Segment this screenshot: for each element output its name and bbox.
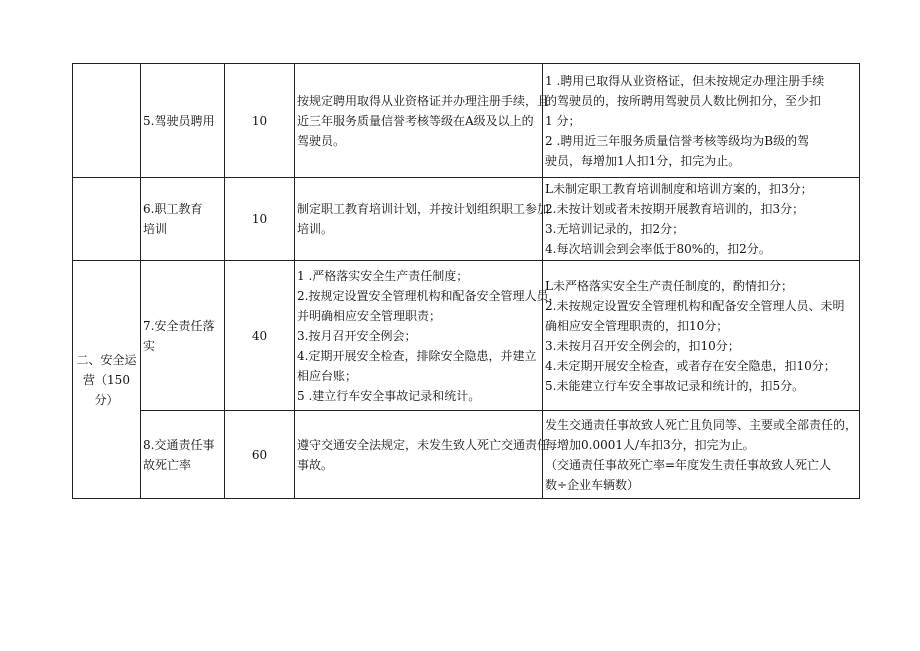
item-cell [141, 411, 225, 499]
standard-line: 4.未定期开展安全检查，或者存在安全隐患，扣10分； [545, 358, 836, 373]
criteria-line: 1 .严格落实安全生产责任制度； [297, 268, 469, 283]
standard-line: 2.未按计划或者未按期开展教育培训的，扣3分； [545, 202, 805, 216]
standard-line: 5.未能建立行车安全事故记录和统计的，扣5分。 [545, 378, 805, 393]
criteria-line: 驾驶员。 [297, 133, 346, 148]
standard-line: 1 .聘用已取得从业资格证，但未按规定办理注册手续 [545, 73, 825, 88]
points-cell: 40 [225, 261, 295, 411]
item-cell [141, 178, 225, 261]
criteria-cell [295, 178, 550, 261]
item-text: 6.职工教育 [143, 202, 203, 216]
criteria-line: 制定职工教育培训计划，并按计划组织职工参加 [297, 202, 550, 216]
standard-cell [543, 64, 860, 178]
criteria-line: 5 .建立行车安全事故记录和统计。 [297, 388, 481, 403]
criteria-cell [295, 261, 561, 411]
category-cell [73, 261, 141, 499]
criteria-line: 按规定聘用取得从业资格证并办理注册手续，且 [297, 93, 550, 108]
table-row [73, 178, 860, 261]
standard-line: 驶员，每增加1人扣1分，扣完为止。 [545, 153, 741, 168]
standard-line: （交通责任事故死亡率=年度发生责任事故致人死亡人 [545, 457, 832, 472]
category-cell [73, 178, 141, 261]
table-row [73, 64, 860, 178]
item-text: 实 [143, 338, 156, 353]
standard-line: 每增加0.0001人/车扣3分，扣完为止。 [545, 437, 755, 452]
standard-line: 数÷企业车辆数） [545, 477, 640, 492]
standard-line: 确相应安全管理职责的，扣10分； [545, 318, 729, 333]
criteria-cell [295, 64, 550, 178]
standard-line: 3.无培训记录的，扣2分； [545, 222, 685, 236]
criteria-line: 培训。 [297, 222, 334, 236]
item-text: 培训 [143, 222, 168, 236]
criteria-line: 遵守交通安全法规定，未发生致人死亡交通责任 [297, 437, 550, 452]
standard-line: 发生交通责任事故致人死亡且负同等、主要或全部责任的， [545, 417, 858, 432]
scoring-table [72, 63, 860, 499]
item-text: 故死亡率 [143, 457, 192, 472]
standard-line: 2 .聘用近三年服务质量信誉考核等级均为B级的驾 [545, 133, 810, 148]
table-row [73, 411, 860, 499]
category-text: 二、安全运 [76, 352, 137, 367]
criteria-cell [295, 411, 550, 499]
criteria-line: 并明确相应安全管理职责； [297, 308, 442, 323]
criteria-line: 近三年服务质量信誉考核等级在A级及以上的 [297, 113, 534, 128]
standard-line: 2.未按规定设置安全管理机构和配备安全管理人员、未明 [545, 298, 845, 313]
standard-line: 4.每次培训会到会率低于80%的，扣2分。 [545, 242, 771, 256]
standard-cell [543, 261, 860, 411]
standard-cell [543, 411, 860, 499]
category-text: 营（150 [83, 372, 130, 387]
criteria-line: 2.按规定设置安全管理机构和配备安全管理人员， [297, 288, 561, 303]
criteria-line: 相应台账； [297, 368, 358, 383]
item-text: 5.驾驶员聘用 [143, 113, 215, 128]
standard-line: 的驾驶员的，按所聘用驾驶员人数比例扣分，至少扣 [545, 93, 822, 108]
category-text: 分） [94, 392, 119, 407]
item-cell [141, 261, 225, 411]
item-cell [141, 64, 225, 178]
standard-cell [543, 178, 860, 261]
standard-line: L未严格落实安全生产责任制度的，酌情扣分； [545, 278, 793, 293]
item-text: 8.交通责任事 [143, 437, 215, 452]
points-cell: 60 [225, 411, 295, 499]
table-row [73, 261, 860, 411]
category-cell [73, 64, 141, 178]
standard-line: 1 分； [545, 113, 581, 128]
criteria-line: 事故。 [297, 457, 334, 472]
criteria-line: 4.定期开展安全检查，排除安全隐患，并建立 [297, 348, 537, 363]
standard-line: 3.未按月召开安全例会的，扣10分； [545, 338, 740, 353]
points-cell: 10 [225, 64, 295, 178]
item-text: 7.安全责任落 [143, 318, 215, 333]
criteria-line: 3.按月召开安全例会； [297, 328, 417, 343]
points-cell: 10 [225, 178, 295, 261]
standard-line: L未制定职工教育培训制度和培训方案的，扣3分； [545, 182, 813, 196]
